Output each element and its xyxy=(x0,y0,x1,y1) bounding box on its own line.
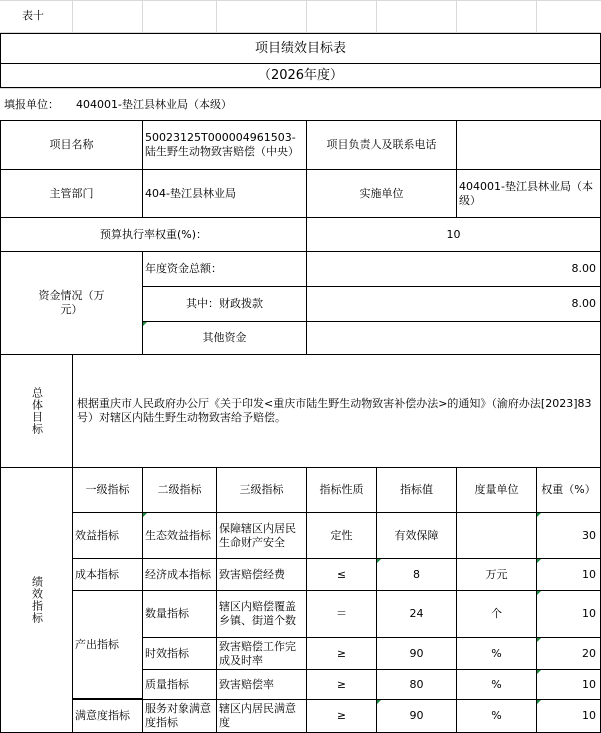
project-contact-value xyxy=(456,120,601,170)
output-level1: 产出指标 xyxy=(72,590,143,699)
funds-other-label: 其他资金 xyxy=(142,321,307,355)
row1-level2: 经济成本指标 xyxy=(142,558,217,591)
row4-level2: 质量指标 xyxy=(142,669,217,700)
row2-level2: 数量指标 xyxy=(142,590,217,638)
row5-unit: % xyxy=(456,699,537,733)
row4-weight: 10 xyxy=(536,669,601,700)
row3-level3: 致害赔偿工作完成及时率 xyxy=(216,637,307,670)
row4-nature: ≥ xyxy=(306,669,377,700)
header-value: 指标值 xyxy=(376,467,457,513)
row0-value: 有效保障 xyxy=(376,512,457,559)
budget-rate-label: 预算执行率权重(%)： xyxy=(0,217,307,252)
row2-unit: 个 xyxy=(456,590,537,638)
row0-nature: 定性 xyxy=(306,512,377,559)
row1-level3: 致害赔偿经费 xyxy=(216,558,307,591)
header-unit: 度量单位 xyxy=(456,467,537,513)
cell-marker xyxy=(537,559,541,563)
row0-weight: 30 xyxy=(536,512,601,559)
cell-marker xyxy=(537,591,541,595)
header-level1: 一级指标 xyxy=(72,467,143,513)
impl-unit-value: 404001-垫江县林业局（本级） xyxy=(456,169,601,218)
cell-marker xyxy=(537,700,541,704)
year-label: （2026年度） xyxy=(0,63,601,88)
cell-marker xyxy=(537,670,541,674)
row1-unit: 万元 xyxy=(456,558,537,591)
budget-rate-value: 10 xyxy=(306,217,601,252)
row5-value: 90 xyxy=(376,699,457,733)
row4-value: 80 xyxy=(376,669,457,700)
project-name-value: 50023125T000004961503-陆生野生动物致害赔偿（中央） xyxy=(142,120,307,170)
dept-label: 主管部门 xyxy=(0,169,143,218)
impl-unit-label: 实施单位 xyxy=(306,169,457,218)
row0-level2: 生态效益指标 xyxy=(142,512,217,559)
row4-unit: % xyxy=(456,669,537,700)
row0-level1: 效益指标 xyxy=(72,512,143,559)
row1-nature: ≤ xyxy=(306,558,377,591)
cell-marker xyxy=(537,513,541,517)
overall-goal-text: 根据重庆市人民政府办公厅《关于印发<重庆市陆生野生动物致害补偿办法>的通知》（渝府办法[2023]83号）对辖区内陆生野生动物致害给予赔偿。 xyxy=(72,354,601,468)
funds-other-value xyxy=(306,321,601,355)
header-weight: 权重（%） xyxy=(536,467,601,513)
row0-unit xyxy=(456,512,537,559)
row1-level1: 成本指标 xyxy=(72,558,143,591)
row0-level3: 保障辖区内居民生命财产安全 xyxy=(216,512,307,559)
header-nature: 指标性质 xyxy=(306,467,377,513)
row1-value: 8 xyxy=(376,558,457,591)
row3-weight: 20 xyxy=(536,637,601,670)
row3-nature: ≥ xyxy=(306,637,377,670)
row4-level3: 致害赔偿率 xyxy=(216,669,307,700)
page-title: 项目绩效目标表 xyxy=(0,33,601,64)
cell-marker xyxy=(537,638,541,642)
project-name-label: 项目名称 xyxy=(0,120,143,170)
table-number-label: 表十 xyxy=(22,9,44,22)
row5-weight: 10 xyxy=(536,699,601,733)
row3-value: 90 xyxy=(376,637,457,670)
row3-unit: % xyxy=(456,637,537,670)
row5-level2: 服务对象满意度指标 xyxy=(142,699,217,733)
funds-fiscal-label: 其中：财政拨款 xyxy=(142,286,307,322)
cell-marker xyxy=(143,322,147,326)
row1-weight: 10 xyxy=(536,558,601,591)
fill-unit-value: 404001-垫江县林业局（本级） xyxy=(76,98,232,111)
funds-label: 资金情况（万元） xyxy=(0,251,143,355)
dept-value: 404-垫江县林业局 xyxy=(142,169,307,218)
project-contact-label: 项目负责人及联系电话 xyxy=(306,120,457,170)
row5-level1: 满意度指标 xyxy=(72,699,143,733)
row2-weight: 10 xyxy=(536,590,601,638)
overall-goal-label: 总体目标 xyxy=(0,354,73,468)
header-level3: 三级指标 xyxy=(216,467,307,513)
cell-marker xyxy=(143,513,147,517)
funds-fiscal-value: 8.00 xyxy=(306,286,601,322)
row5-nature: ≥ xyxy=(306,699,377,733)
header-level2: 二级指标 xyxy=(142,467,217,513)
funds-total-label: 年度资金总额： xyxy=(142,251,307,287)
performance-label: 绩效指标 xyxy=(0,467,73,733)
fill-unit-label: 填报单位： xyxy=(4,98,59,111)
row3-level2: 时效指标 xyxy=(142,637,217,670)
cell-marker xyxy=(377,559,381,563)
row2-value: 24 xyxy=(376,590,457,638)
row2-nature: ＝ xyxy=(306,590,377,638)
cell-marker xyxy=(377,700,381,704)
row2-level3: 辖区内赔偿覆盖乡镇、街道个数 xyxy=(216,590,307,638)
funds-total-value: 8.00 xyxy=(306,251,601,287)
row5-level3: 辖区内居民满意度 xyxy=(216,699,307,733)
